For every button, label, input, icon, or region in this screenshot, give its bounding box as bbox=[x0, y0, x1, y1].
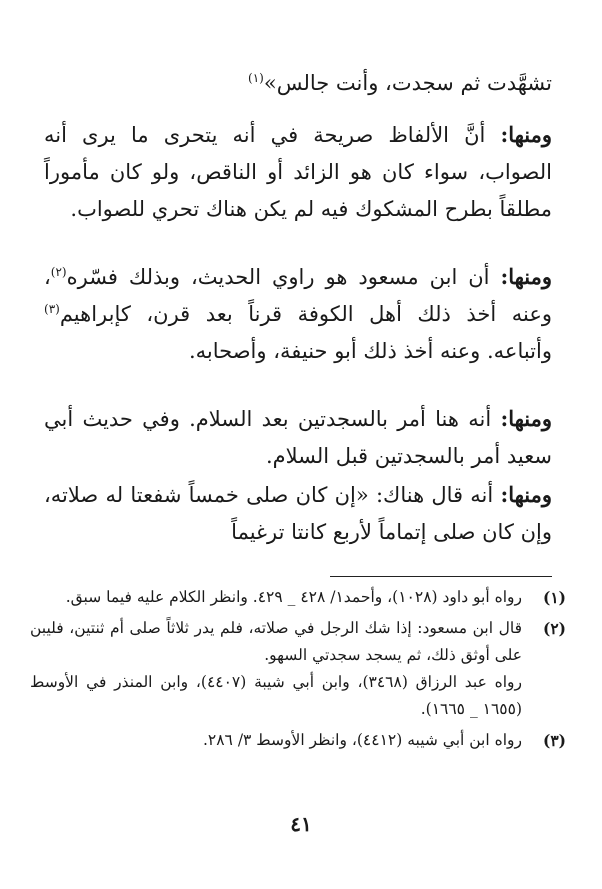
paragraph-1-text: تشهَّدت ثم سجدت، وأنت جالس» bbox=[263, 71, 552, 95]
footnote-2-text-continued: رواه عبد الرزاق (٣٤٦٨)، وابن أبي شيبة (٤٤٠٧)، وابن المنذر في الأوسط (١٦٥٥ _ ١٦٦٥). bbox=[30, 673, 522, 718]
footnotes bbox=[30, 584, 566, 758]
footnote-ref-2[interactable]: (٢) bbox=[50, 265, 67, 279]
footnote-2-text: قال ابن مسعود: إذا شك الرجل في صلاته، فلم يدر ثلاثاً صلى أم ثنتين، فليبن على أوثق ذلك، ثم يسجد سجدتي السهو. bbox=[30, 619, 522, 664]
footnote-1-text: رواه أبو داود (١٠٢٨)، وأحمد١/ ٤٢٨ _ ٤٢٩. وانظر الكلام عليه فيما سبق. bbox=[65, 588, 522, 606]
footnote-divider bbox=[330, 576, 552, 577]
paragraph-2-lead: ومنها: bbox=[500, 122, 552, 147]
paragraph-2 bbox=[44, 116, 552, 228]
footnote-2 bbox=[30, 615, 566, 723]
paragraph-5-lead: ومنها: bbox=[500, 482, 552, 507]
footnote-3-number: (٣) bbox=[542, 731, 566, 750]
paragraph-1 bbox=[44, 65, 552, 102]
footnote-1-number: (١) bbox=[542, 588, 566, 607]
footnote-2-number: (٢) bbox=[542, 619, 566, 638]
paragraph-2-text: أنَّ الألفاظ صريحة في أنه يتحرى ما يرى أنه الصواب، سواء كان هو الزائد أو الناقص، ولو كان مأموراً مطلقاً بطرح المشكوك فيه لم يكن هناك تحري للصواب. bbox=[44, 123, 552, 221]
paragraph-3 bbox=[44, 258, 552, 370]
paragraph-3-text-a: أن ابن مسعود هو راوي الحديث، وبذلك فسّره bbox=[66, 265, 501, 289]
footnote-3-text: رواه ابن أبي شيبه (٤٤١٢)، وانظر الأوسط ٣/ ٢٨٦. bbox=[202, 731, 522, 749]
footnote-ref-3[interactable]: (٣) bbox=[44, 302, 60, 316]
paragraph-3-lead: ومنها: bbox=[500, 264, 552, 289]
paragraph-5-text: أنه قال هناك: «إن كان صلى خمساً شفعتا له صلاته، وإن كان صلى إتماماً لأربع كانتا ترغيماً bbox=[44, 483, 552, 544]
paragraph-5 bbox=[44, 476, 552, 551]
footnote-3 bbox=[30, 727, 566, 754]
paragraph-3-text-b: ، وعنه أخذ ذلك أهل الكوفة قرناً بعد قرن، كإبراهيم bbox=[44, 265, 552, 326]
paragraph-4-lead: ومنها: bbox=[500, 406, 552, 431]
footnote-ref-1[interactable]: (١) bbox=[248, 71, 264, 85]
paragraph-3-text-c: وأتباعه. وعنه أخذ ذلك أبو حنيفة، وأصحابه. bbox=[188, 339, 552, 363]
paragraph-4 bbox=[44, 400, 552, 475]
page-number: ٤١ bbox=[290, 812, 312, 836]
footnote-1 bbox=[30, 584, 566, 611]
paragraph-4-text: أنه هنا أمر بالسجدتين بعد السلام. وفي حديث أبي سعيد أمر بالسجدتين قبل السلام. bbox=[44, 407, 552, 468]
